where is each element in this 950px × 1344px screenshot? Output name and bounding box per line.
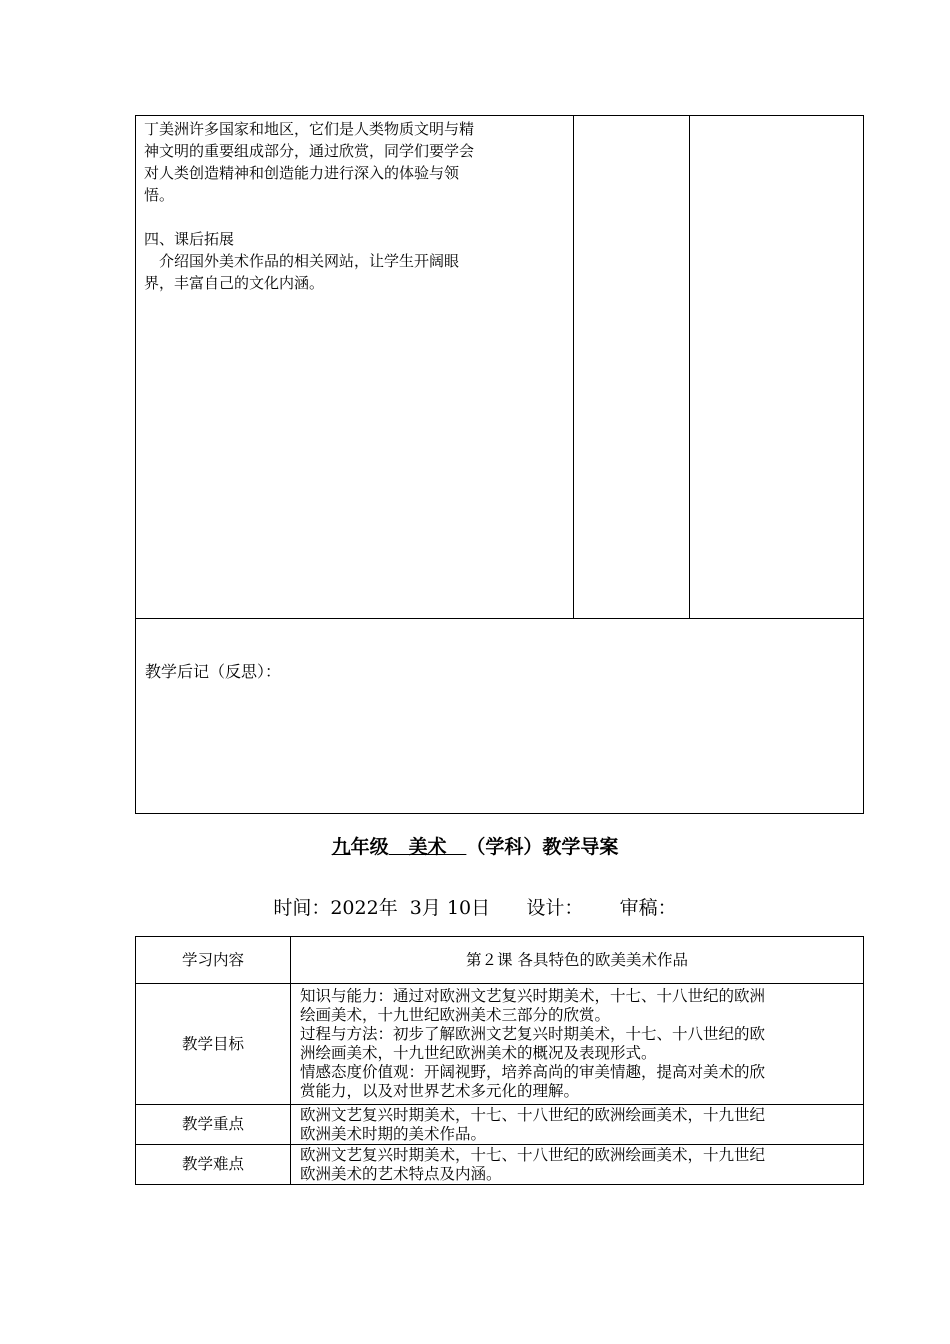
empty-cell xyxy=(690,116,863,618)
continued-text-line: 对人类创造精神和创造能力进行深入的体验与领 xyxy=(144,164,460,182)
content-label: 学习内容 xyxy=(136,937,291,984)
postscript-label: 教学后记（反思）： xyxy=(145,662,282,681)
difficulty-label: 教学难点 xyxy=(136,1145,291,1185)
lesson-process-cell xyxy=(136,116,574,618)
table-row xyxy=(136,984,864,1105)
grade-value: 九 xyxy=(331,836,351,858)
grade-suffix: 年级 xyxy=(350,836,389,858)
key-points-line: 欧洲美术时期的美术作品。 xyxy=(300,1124,487,1143)
month-unit: 月 xyxy=(421,897,441,919)
goals-line: 情感态度价值观：开阔视野，培养高尚的审美情趣，提高对美术的欣 xyxy=(300,1063,766,1081)
difficulty-value xyxy=(291,1145,864,1185)
designer-label: 设计： xyxy=(526,897,584,919)
continued-text-line: 神文明的重要组成部分，通过欣赏，同学们要学会 xyxy=(144,142,475,160)
table-row xyxy=(136,1105,864,1145)
content-value: 第２课 各具特色的欧美美术作品 xyxy=(291,937,864,984)
difficulty-line: 欧洲文艺复兴时期美术，十七、十八世纪的欧洲绘画美术，十九世纪 xyxy=(300,1145,766,1164)
continued-text-line: 悟。 xyxy=(144,186,175,204)
continued-text-line: 丁美洲许多国家和地区，它们是人类物质文明与精 xyxy=(144,120,475,138)
day-value: 10 xyxy=(446,897,472,919)
day-unit: 日 xyxy=(471,897,491,919)
year-unit: 年 xyxy=(378,897,398,919)
difficulty-line: 欧洲美术的艺术特点及内涵。 xyxy=(300,1164,502,1183)
goals-line: 过程与方法：初步了解欧洲文艺复兴时期美术，十七、十八世纪的欧 xyxy=(300,1025,766,1043)
subject-value: 美术 xyxy=(408,836,447,858)
key-points-line: 欧洲文艺复兴时期美术，十七、十八世纪的欧洲绘画美术，十九世纪 xyxy=(300,1105,766,1124)
goals-label: 教学目标 xyxy=(136,984,291,1105)
section-heading: 四、课后拓展 xyxy=(144,230,235,248)
continued-lesson-table xyxy=(135,115,864,814)
reviewer-label: 审稿： xyxy=(619,897,677,919)
empty-cell xyxy=(574,116,690,618)
goals-line: 赏能力，以及对世界艺术多元化的理解。 xyxy=(300,1082,580,1100)
goals-line: 洲绘画美术，十九世纪欧洲美术的概况及表现形式。 xyxy=(300,1044,657,1062)
lesson-plan-table xyxy=(135,936,864,1185)
goals-line: 知识与能力：通过对欧洲文艺复兴时期美术，十七、十八世纪的欧洲 xyxy=(300,987,766,1005)
lesson-process-row xyxy=(136,116,863,619)
page-title xyxy=(0,832,950,859)
title-suffix: （学科）教学导案 xyxy=(466,836,619,858)
year-value: 2022 xyxy=(330,897,379,919)
table-row xyxy=(136,1145,864,1185)
key-points-label: 教学重点 xyxy=(136,1105,291,1145)
table-row xyxy=(136,937,864,984)
meta-line xyxy=(0,893,950,920)
section-text-line: 介绍国外美术作品的相关网站，让学生开阔眼 xyxy=(159,252,460,270)
section-text-line: 界，丰富自己的文化内涵。 xyxy=(144,274,325,292)
goals-line: 绘画美术，十九世纪欧洲美术三部分的欣赏。 xyxy=(300,1006,611,1024)
time-label: 时间： xyxy=(273,897,331,919)
goals-value xyxy=(291,984,864,1105)
key-points-value xyxy=(291,1105,864,1145)
month-value: 3 xyxy=(409,897,422,919)
